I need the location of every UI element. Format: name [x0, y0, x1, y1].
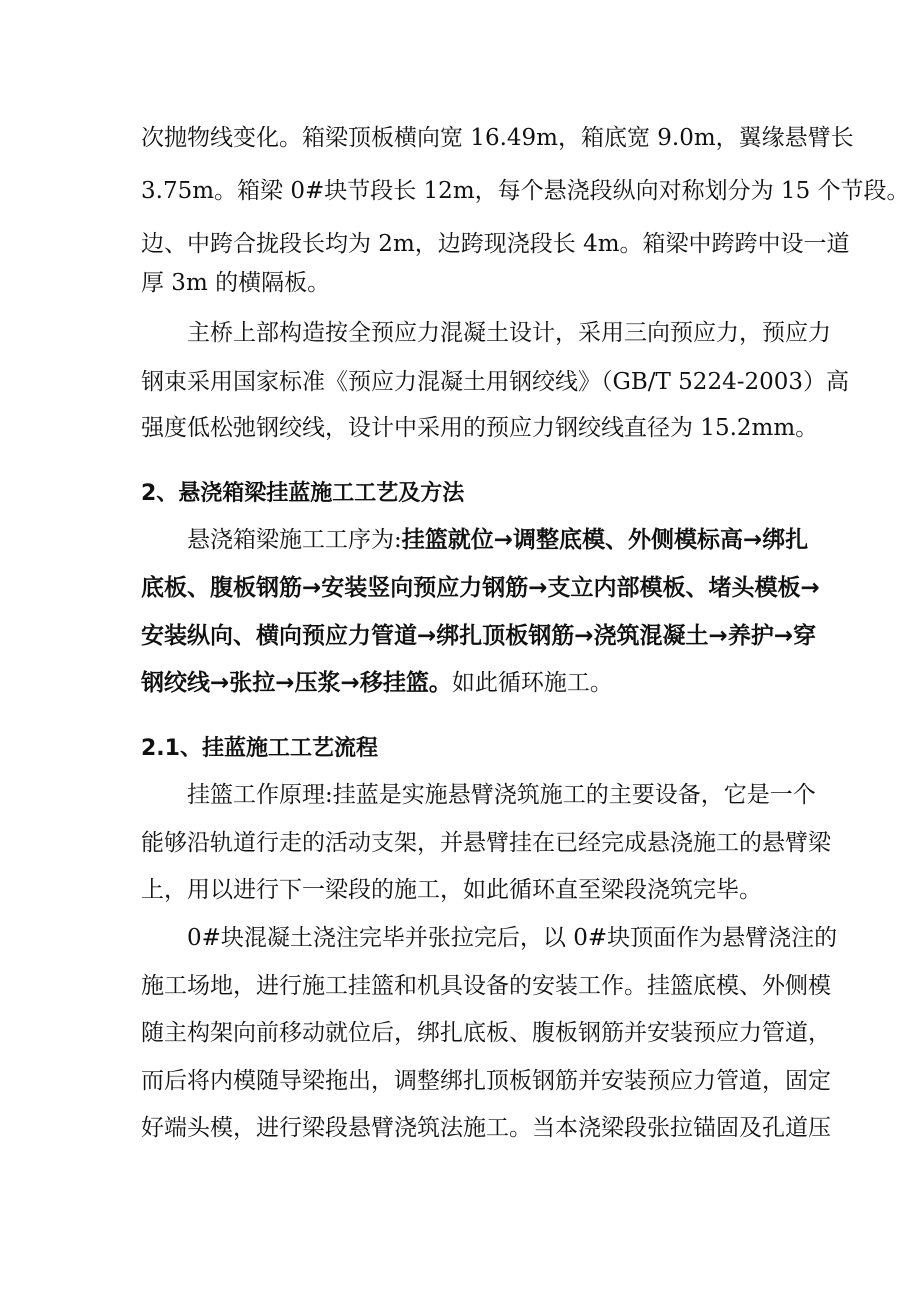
process-steps-4: 钢绞线→张拉→压浆→移挂篮。: [141, 670, 452, 696]
paragraph-line: 随主构架向前移动就位后，绑扎底板、腹板钢筋并安装预应力管道，: [141, 1020, 831, 1046]
subsection-heading: 2.1、挂蓝施工工艺流程: [141, 736, 378, 761]
paragraph-line: 施工场地，进行施工挂篮和机具设备的安装工作。挂篮底模、外侧模: [141, 973, 831, 999]
paragraph-line: 上，用以进行下一梁段的施工，如此循环直至梁段浇筑完毕。: [141, 877, 762, 903]
paragraph-line: 好端头模，进行梁段悬臂浇筑法施工。当本浇梁段张拉锚固及孔道压: [141, 1115, 831, 1141]
paragraph-line: 边、中跨合拢段长均为 2m，边跨现浇段长 4m。箱梁中跨跨中设一道: [141, 231, 850, 257]
process-steps-3: 安装纵向、横向预应力管道→绑扎顶板钢筋→浇筑混凝土→养护→穿: [141, 623, 817, 649]
paragraph-line: 次抛物线变化。箱梁顶板横向宽 16.49m，箱底宽 9.0m，翼缘悬臂长: [141, 125, 854, 151]
paragraph-line: 0#块混凝土浇注完毕并张拉完后，以 0#块顶面作为悬臂浇注的: [187, 925, 838, 951]
process-steps-1: 挂篮就位→调整底模、外侧模标高→绑扎: [401, 527, 809, 553]
process-line-4: [141, 668, 791, 698]
paragraph-line: 3.75m。箱梁 0#块节段长 12m，每个悬浇段纵向对称划分为 15 个节段。: [141, 178, 910, 204]
paragraph-line: 主桥上部构造按全预应力混凝土设计，采用三向预应力，预应力: [187, 320, 831, 346]
paragraph-line: 厚 3m 的横隔板。: [141, 270, 331, 296]
paragraph-line: 挂篮工作原理:挂蓝是实施悬臂浇筑施工的主要设备，它是一个: [187, 782, 816, 808]
paragraph-line: 钢束采用国家标准《预应力混凝土用钢绞线》（GB/T 5224-2003）高: [141, 369, 850, 395]
section-heading: 2、悬浇箱梁挂蓝施工工艺及方法: [141, 481, 465, 506]
paragraph-line: 能够沿轨道行走的活动支架，并悬臂挂在已经完成悬浇施工的悬臂梁: [141, 830, 831, 856]
process-tail: 如此循环施工。: [451, 670, 613, 696]
process-intro: 悬浇箱梁施工工序为:: [187, 527, 402, 553]
process-line-1: [187, 525, 809, 555]
paragraph-line: 强度低松弛钢绞线，设计中采用的预应力钢绞线直径为 15.2mm。: [141, 415, 819, 441]
paragraph-line: 而后将内模随导梁拖出，调整绑扎顶板钢筋并安装预应力管道，固定: [141, 1068, 831, 1094]
process-steps-2: 底板、腹板钢筋→安装竖向预应力钢筋→支立内部模板、堵头模板→: [141, 575, 820, 601]
